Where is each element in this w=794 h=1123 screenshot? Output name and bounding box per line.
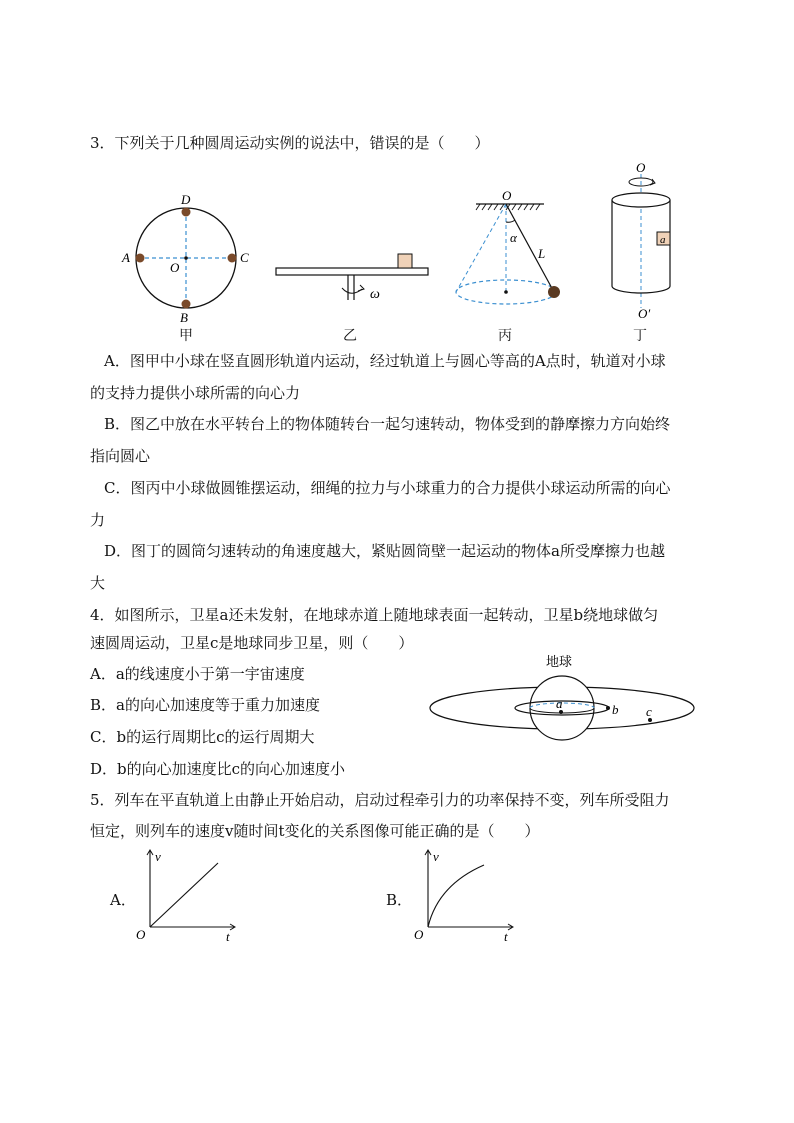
label-o-bottom: O′ <box>638 306 651 320</box>
label-c: c <box>646 704 652 719</box>
label-o: O <box>502 188 512 203</box>
axis-label-t: t <box>226 929 230 944</box>
q5-stem-1: 5．列车在平直轨道上由静止开始启动，启动过程牵引力的功率保持不变，列车所受阻力 <box>90 791 670 809</box>
graph-b-curve <box>408 845 518 945</box>
label-b: B <box>180 310 188 325</box>
axis-label-v: v <box>433 849 439 864</box>
figure-earth-satellites <box>428 652 704 770</box>
ball-c <box>228 254 237 263</box>
label-c: C <box>240 250 249 265</box>
ball-b <box>182 300 191 309</box>
q3-option-b-2: 指向圆心 <box>90 447 151 465</box>
q4-option-d: D．b的向心加速度比c的向心加速度小 <box>90 760 346 778</box>
q3-option-a-1: A．图甲中小球在竖直圆形轨道内运动，经过轨道上与圆心等高的A点时，轨道对小球 <box>104 352 666 370</box>
q4-stem-1: 4．如图所示，卫星a还未发射，在地球赤道上随地球表面一起转动，卫星b绕地球做匀 <box>90 606 659 624</box>
q4-option-b: B．a的向心加速度等于重力加速度 <box>90 696 320 714</box>
q3-option-b-1: B．图乙中放在水平转台上的物体随转台一起匀速转动，物体受到的静摩擦力方向始终 <box>104 415 671 433</box>
label-b: b <box>612 702 619 717</box>
label-o: O <box>170 260 180 275</box>
figure-ding-cylinder <box>600 160 690 320</box>
caption-yi: 乙 <box>343 328 357 344</box>
q3-option-d-1: D．图丁的圆筒匀速转动的角速度越大，紧贴圆筒壁一起运动的物体a所受摩擦力也越 <box>104 542 665 560</box>
origin-label: O <box>414 927 424 942</box>
q4-option-a: A．a的线速度小于第一宇宙速度 <box>90 665 305 683</box>
label-a: a <box>556 696 563 711</box>
label-earth: 地球 <box>546 655 573 670</box>
q5-option-a-label: A． <box>110 891 136 909</box>
axis-label-t: t <box>504 929 508 944</box>
caption-ding: 丁 <box>633 328 647 344</box>
label-a: a <box>660 234 666 246</box>
axis-label-v: v <box>155 849 161 864</box>
label-alpha: α <box>510 230 517 245</box>
q5-stem-2: 恒定，则列车的速度v随时间t变化的关系图像可能正确的是（ ） <box>90 822 540 840</box>
graph-a-linear <box>130 845 240 945</box>
q3-option-d-2: 大 <box>90 574 106 592</box>
label-d: D <box>181 192 191 207</box>
label-omega: ω <box>370 287 380 302</box>
q3-option-c-1: C．图丙中小球做圆锥摆运动，细绳的拉力与小球重力的合力提供小球运动所需的向心 <box>104 479 671 497</box>
q3-option-a-2: 的支持力提供小球所需的向心力 <box>90 384 301 402</box>
q3-stem: 3．下列关于几种圆周运动实例的说法中，错误的是（ ） <box>90 134 490 152</box>
ball-d <box>182 208 191 217</box>
figure-bing-conical-pendulum <box>448 188 572 308</box>
figure-yi-turntable <box>272 248 432 308</box>
caption-bing: 丙 <box>498 328 512 344</box>
ball-a <box>136 254 145 263</box>
q4-stem-2: 速圆周运动，卫星c是地球同步卫星，则（ ） <box>90 634 414 652</box>
figure-jia-circle-track <box>118 188 258 328</box>
label-a: A <box>122 250 130 265</box>
caption-jia: 甲 <box>179 328 193 344</box>
q3-option-c-2: 力 <box>90 511 106 529</box>
label-o-top: O <box>636 160 646 175</box>
origin-label: O <box>136 927 146 942</box>
q4-option-c: C．b的运行周期比c的运行周期大 <box>90 728 315 746</box>
label-l: L <box>538 246 546 261</box>
q5-option-b-label: B． <box>386 891 413 909</box>
